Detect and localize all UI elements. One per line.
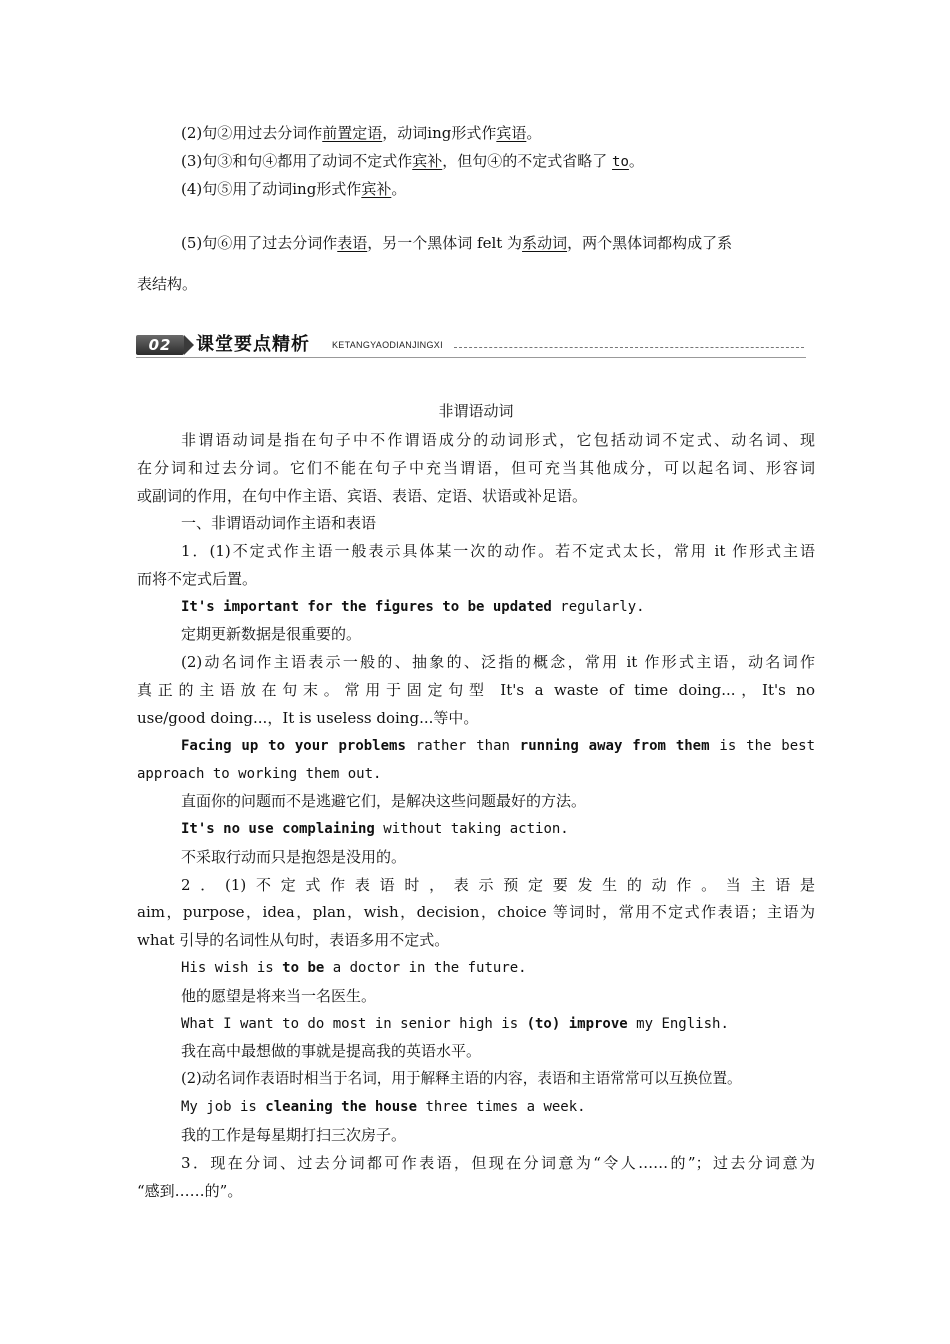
text: three times a week. [417, 1099, 586, 1115]
text: (2)句②用过去分词作 [181, 124, 323, 142]
text: ，另一个黑体词 felt 为 [367, 234, 523, 252]
paragraph-line: what 引导的名词性从句时，表语多用不定式。 [137, 931, 450, 949]
bold-phrase: cleaning the house [265, 1099, 418, 1115]
text: ，动词ing形式作 [382, 124, 497, 142]
bold-phrase: Facing up to your problems [181, 738, 406, 754]
text: 。 [628, 152, 644, 170]
bold-phrase: It's no use complaining [181, 821, 375, 837]
text: ，两个黑体词都构成了系 [567, 234, 733, 252]
example-sentence [181, 597, 815, 617]
paragraph-line: 1．(1)不定式作主语一般表示具体某一次的动作。若不定式太长，常用 it 作形式主语 [181, 542, 815, 560]
section-number-badge: 02 [136, 335, 184, 355]
text: (3)句③和句④都用了动词不定式作 [181, 152, 413, 170]
banner-dashed-rule [454, 347, 804, 348]
bold-phrase: running away from them [519, 738, 710, 754]
translation: 我在高中最想做的事就是提高我的英语水平。 [181, 1042, 482, 1060]
analysis-line-5 [181, 233, 815, 253]
paragraph-line: 或副词的作用，在句中作主语、宾语、表语、定语、状语或补足语。 [137, 487, 588, 505]
underlined-term: 前置定语 [322, 124, 383, 142]
bold-phrase: to be [282, 960, 325, 976]
text: 。 [526, 124, 542, 142]
underlined-term: 表语 [337, 234, 368, 252]
analysis-line-2 [181, 123, 815, 143]
text: is the best [709, 738, 816, 754]
paragraph-line: 在分词和过去分词。它们不能在句子中充当谓语，但可充当其他成分，可以起名词、形容词 [137, 459, 815, 477]
section-title: 课堂要点精析 [196, 334, 310, 355]
text: (5)句⑥用了过去分词作 [181, 234, 338, 252]
paragraph-line: 而将不定式后置。 [137, 570, 258, 588]
underlined-term: 宾补 [361, 180, 392, 198]
text: My job is [181, 1099, 266, 1115]
text: (4)句⑤用了动词ing形式作 [181, 180, 362, 198]
example-sentence [181, 1097, 815, 1117]
bold-phrase: (to) improve [526, 1016, 628, 1032]
text: regularly. [551, 599, 645, 615]
example-sentence-cont: approach to working them out. [137, 766, 382, 782]
paragraph-line: (2)动名词作表语时相当于名词，用于解释主语的内容，表语和主语常常可以互换位置。 [181, 1070, 742, 1087]
banner-divider [136, 357, 806, 358]
example-sentence [181, 1014, 815, 1034]
underlined-term: 宾补 [412, 152, 443, 170]
page-heading: 非谓语动词 [438, 402, 514, 420]
translation: 不采取行动而只是抱怨是没用的。 [181, 848, 407, 866]
paragraph-line: 真正的主语放在句末。常用于固定句型 It's a waste of time doing...，It's no [137, 681, 815, 699]
text: rather than [405, 738, 520, 754]
text: 。 [391, 180, 407, 198]
paragraph-line: aim，purpose，idea，plan，wish，decision，choice 等词时，常用不定式作表语；主语为 [137, 903, 815, 921]
text: without taking action. [374, 821, 569, 837]
section-banner [136, 333, 806, 359]
underlined-term: to [612, 154, 629, 170]
translation: 直面你的问题而不是逃避它们，是解决这些问题最好的方法。 [181, 792, 587, 810]
paragraph-line: use/good doing...，It is useless doing...等中。 [137, 709, 479, 727]
underlined-term: 宾语 [496, 124, 527, 142]
text: What I want to do most in senior high is [181, 1016, 527, 1032]
text: His wish is [181, 960, 283, 976]
translation: 他的愿望是将来当一名医生。 [181, 987, 377, 1005]
paragraph-line: “感到……的”。 [137, 1182, 243, 1200]
paragraph-line: 3．现在分词、过去分词都可作表语，但现在分词意为“令人……的”；过去分词意为 [181, 1154, 815, 1172]
analysis-line-4 [181, 179, 815, 199]
paragraph-line: (2)动名词作主语表示一般的、抽象的、泛指的概念，常用 it 作形式主语，动名词作 [181, 653, 815, 671]
bold-phrase: It's important for the figures to be updated [181, 599, 552, 615]
paragraph-line: 非谓语动词是指在句子中不作谓语成分的动词形式，它包括动词不定式、动名词、现 [181, 431, 815, 449]
text: ，但句④的不定式省略了 [442, 152, 613, 170]
underlined-term: 系动词 [522, 234, 568, 252]
translation: 我的工作是每星期打扫三次房子。 [181, 1126, 407, 1144]
example-sentence [181, 819, 815, 839]
analysis-line-5-cont: 表结构。 [137, 275, 198, 293]
section-heading: 一、非谓语动词作主语和表语 [181, 514, 377, 532]
paragraph-line: 2．(1)不定式作表语时，表示预定要发生的动作。当主语是 [181, 876, 815, 894]
example-sentence [181, 958, 815, 978]
text: my English. [627, 1016, 729, 1032]
translation: 定期更新数据是很重要的。 [181, 625, 362, 643]
example-sentence [181, 736, 815, 756]
section-subtitle: KETANGYAODIANJINGXI [332, 340, 443, 350]
text: a doctor in the future. [324, 960, 527, 976]
analysis-line-3 [181, 151, 815, 172]
